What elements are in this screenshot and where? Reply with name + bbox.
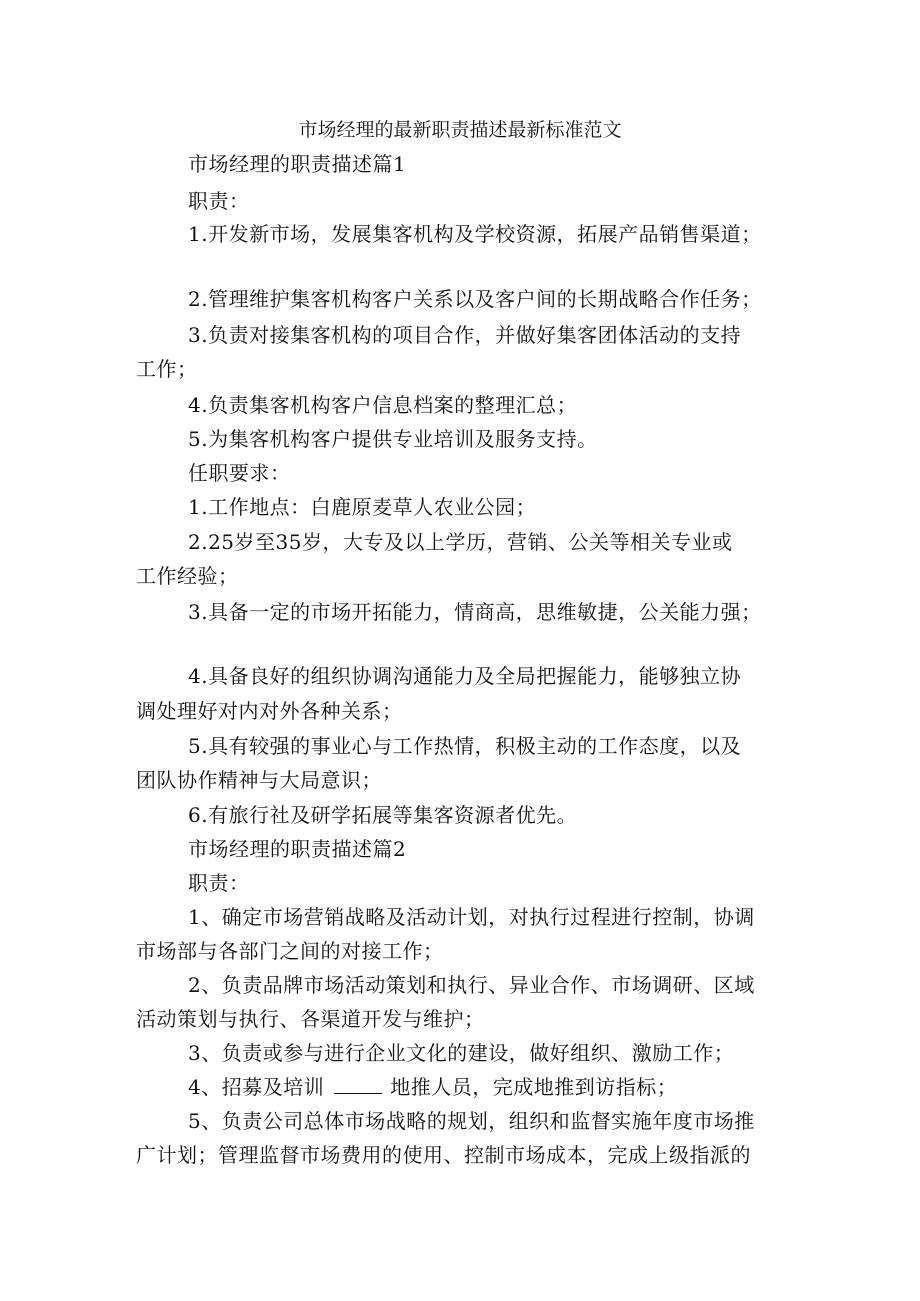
section-2-duty-1: 1、确定市场营销战略及活动计划，对执行过程进行控制，协调 bbox=[188, 905, 755, 929]
section-2-duty-4-post: 地推人员，完成地推到访指标； bbox=[390, 1075, 678, 1099]
section-1-duty-label: 职责： bbox=[188, 189, 250, 213]
section-2-duty-2: 2、负责品牌市场活动策划和执行、异业合作、市场调研、区域 bbox=[188, 973, 755, 997]
section-1-duty-5: 5.为集客机构客户提供专业培训及服务支持。 bbox=[188, 427, 598, 451]
section-1-req-6: 6.有旅行社及研学拓展等集客资源者优先。 bbox=[188, 803, 578, 827]
section-1-req-1: 1.工作地点：白鹿原麦草人农业公园； bbox=[188, 495, 537, 519]
section-1-duty-3: 3.负责对接集客机构的项目合作，并做好集客团体活动的支持 bbox=[188, 323, 742, 347]
section-1-req-5: 5.具有较强的事业心与工作热情，积极主动的工作态度，以及 bbox=[188, 734, 742, 758]
section-2-duty-label: 职责： bbox=[188, 871, 250, 895]
section-2-duty-4-pre: 4、招募及培训 bbox=[188, 1075, 325, 1099]
section-1-req-3: 3.具备一定的市场开拓能力，情商高，思维敏捷，公关能力强； bbox=[188, 600, 762, 624]
section-1-req-4: 4.具备良好的组织协调沟通能力及全局把握能力，能够独立协 bbox=[188, 664, 742, 688]
section-2-duty-5: 5、负责公司总体市场战略的规划，组织和监督实施年度市场推 bbox=[188, 1109, 755, 1133]
section-2-duty-1-cont: 市场部与各部门之间的对接工作； bbox=[136, 939, 444, 963]
section-1-req-2: 2.25岁至35岁，大专及以上学历，营销、公关等相关专业或 bbox=[188, 530, 733, 554]
section-2-duty-3: 3、负责或参与进行企业文化的建设，做好组织、激励工作； bbox=[188, 1041, 735, 1065]
section-1-duty-1: 1.开发新市场，发展集客机构及学校资源，拓展产品销售渠道； bbox=[188, 222, 762, 246]
section-1-req-2-cont: 工作经验； bbox=[136, 564, 239, 588]
section-2-heading: 市场经理的职责描述篇2 bbox=[188, 837, 407, 861]
section-1-duty-4: 4.负责集客机构客户信息档案的整理汇总； bbox=[188, 393, 578, 417]
section-1-req-label: 任职要求： bbox=[188, 461, 291, 485]
section-2-duty-4 bbox=[188, 1072, 677, 1102]
document-title: 市场经理的最新职责描述最新标准范文 bbox=[298, 119, 622, 141]
section-2-duty-2-cont: 活动策划与执行、各渠道开发与维护； bbox=[136, 1007, 485, 1031]
fill-in-blank bbox=[334, 1079, 382, 1094]
section-2-duty-5-cont: 广计划；管理监督市场费用的使用、控制市场成本，完成上级指派的 bbox=[136, 1143, 751, 1167]
section-1-req-4-cont: 调处理好对内对外各种关系； bbox=[136, 699, 403, 723]
section-1-duty-3-cont: 工作； bbox=[136, 357, 198, 381]
section-1-heading: 市场经理的职责描述篇1 bbox=[188, 152, 407, 176]
section-1-duty-2: 2.管理维护集客机构客户关系以及客户间的长期战略合作任务； bbox=[188, 287, 762, 311]
section-1-req-5-cont: 团队协作精神与大局意识； bbox=[136, 768, 382, 792]
